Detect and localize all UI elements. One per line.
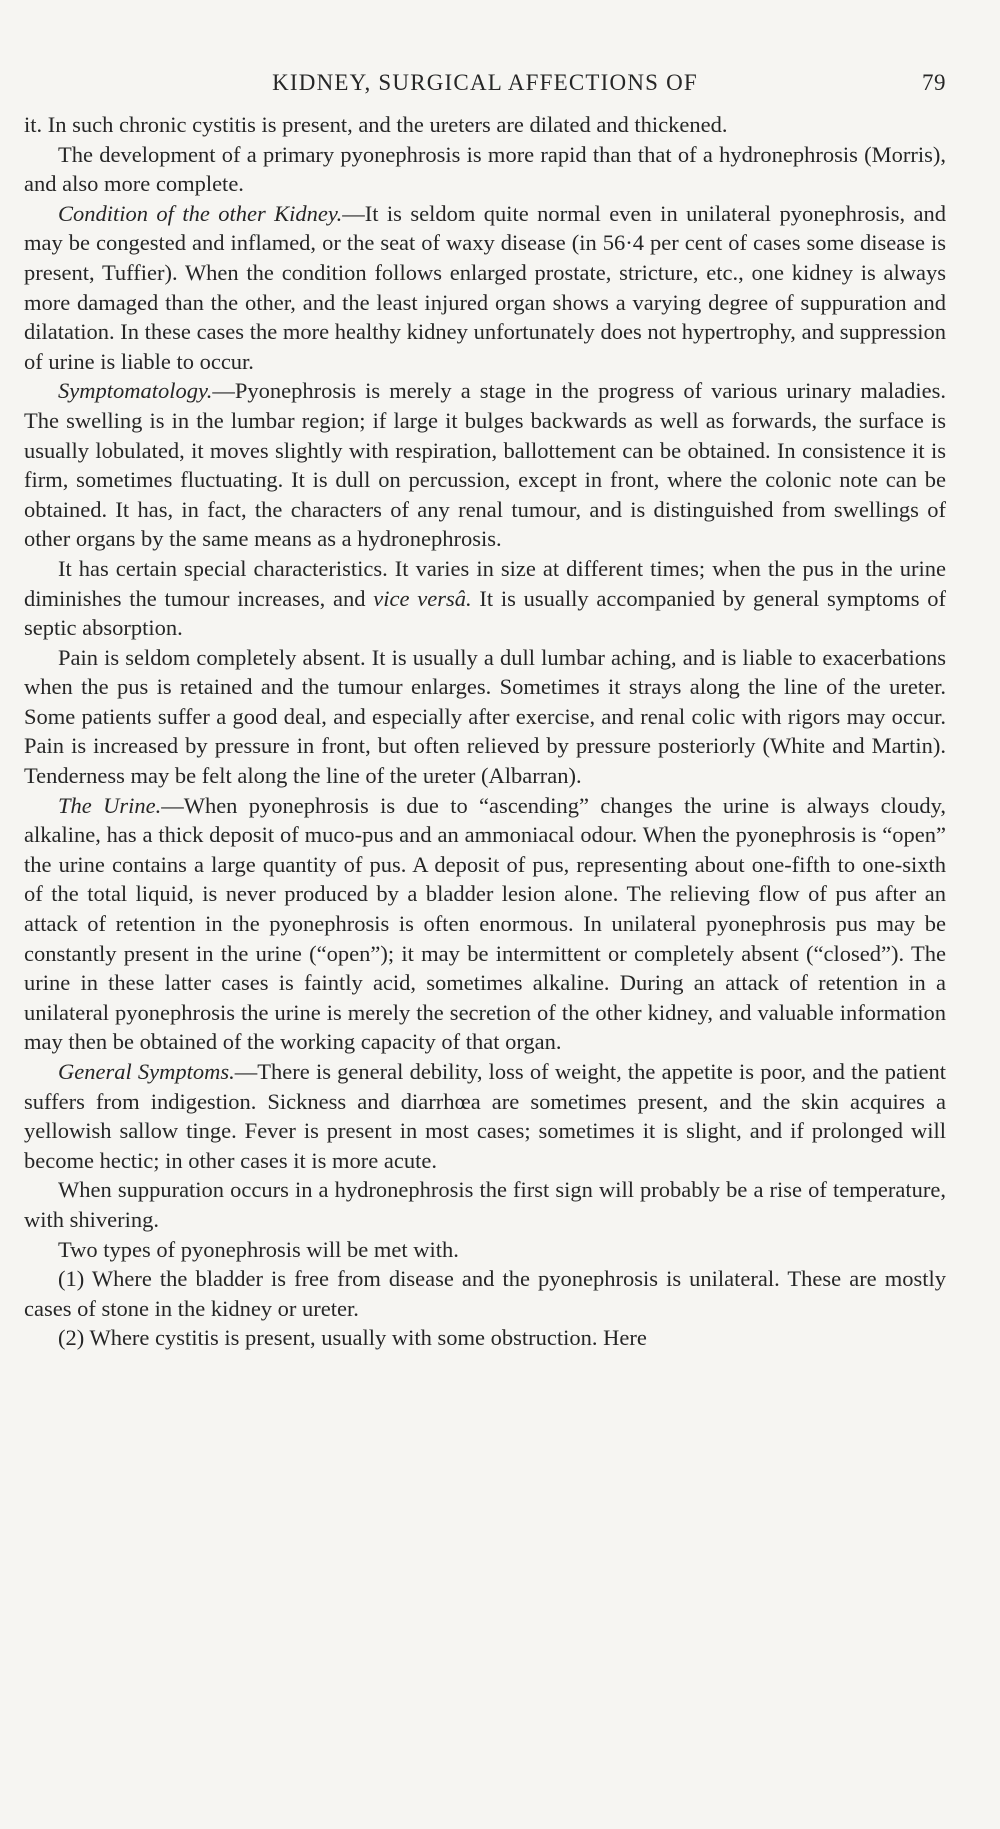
paragraph-text: —There is general debility, loss of weight, the appetite is poor, and the patient suffers from indigestion. Sickness and diarrhœa are sometimes present, and the skin acquires a yellowish sallow tinge. Fever is present in most cases; sometimes it is slight, and if prolonged will become hectic; in other cases it is more acute. [24,1059,946,1173]
paragraph [24,1175,946,1234]
paragraph-text: it. In such chronic cystitis is present, and the ureters are dilated and thickened. [24,112,728,137]
paragraph-text: The development of a primary pyonephrosis is more rapid than that of a hydronephrosis (Morris), and also more complete. [24,141,946,197]
running-title: KIDNEY, SURGICAL AFFECTIONS OF [272,70,698,95]
section-heading: General Symptoms. [58,1059,235,1084]
running-header [24,60,946,110]
book-page [24,60,946,1353]
section-heading: Symptomatology. [58,378,213,404]
paragraph-text: (2) Where cystitis is present, usually with some obstruction. Here [58,1325,647,1351]
paragraph-text: —It is seldom quite normal even in unilateral pyonephrosis, and may be congested and inflamed, or the seat of waxy disease (in 56·4 per cent of cases some disease is present, Tuffier). When the condition follows enlarged prostate, stricture, etc., one kidney is always more damaged than the other, and the least injured organ shows a varying degree of suppuration and dilatation. In these cases the more healthy kidney unfortunately does not hypertrophy, and suppression of urine is liable to occur. [24,200,946,374]
paragraph-type-2 [24,1323,946,1353]
paragraph-text: —When pyonephrosis is due to “ascending” changes the urine is always cloudy, alkaline, has a thick deposit of muco-pus and an ammoniacal odour. When the pyonephrosis is “open” the urine contains a large quantity of pus. A deposit of pus, representing about one-fifth to one-sixth of the total liquid, is never produced by a bladder lesion alone. The relieving flow of pus after an attack of retention in the pyonephrosis is often enormous. In unilateral pyonephrosis pus may be constantly present in the urine (“open”); it may be intermittent or completely absent (“closed”). The urine in these latter cases is faintly acid, sometimes alkaline. During an attack of retention in a unilateral pyonephrosis the urine is merely the secretion of the other kidney, and valuable information may then be obtained of the working capacity of that organ. [24,792,946,1055]
page-number: 79 [922,70,946,95]
italic-phrase: vice versâ. [373,585,472,611]
paragraph [24,554,946,643]
paragraph-text: Two types of pyonephrosis will be met with. [58,1236,459,1262]
paragraph-other-kidney [24,199,946,377]
paragraph-continuation [24,110,946,140]
paragraph-type-1 [24,1264,946,1323]
section-heading: Condition of the other Kidney. [58,200,343,226]
paragraph-urine [24,791,946,1057]
paragraph-symptomatology [24,376,946,554]
paragraph-general-symptoms [24,1057,946,1175]
paragraph-text: It has certain special characteristics. It varies in size at different times; when the pus in the urine diminishes the tumour increases, and [24,555,946,611]
paragraph-text: When suppuration occurs in a hydronephrosis the first sign will probably be a rise of temperature, with shivering. [24,1177,946,1232]
paragraph-text: —Pyonephrosis is merely a stage in the progress of various urinary maladies. The swelling is in the lumbar region; if large it bulges backwards as well as forwards, the surface is usually lobulated, it moves slightly with respiration, ballottement can be obtained. In consistence it is firm, sometimes fluctuating. It is dull on percussion, except in front, where the colonic note can be obtained. It has, in fact, the characters of any renal tumour, and is distinguished from swellings of other organs by the same means as a hydronephrosis. [24,378,946,552]
paragraph-text: It is usually accompanied by general symptoms of septic absorption. [24,585,946,641]
section-heading: The Urine. [58,792,162,818]
paragraph [24,140,946,199]
paragraph [24,1235,946,1265]
paragraph-text: (1) Where the bladder is free from disease and the pyonephrosis is unilateral. These are mostly cases of stone in the kidney or ureter. [24,1266,946,1321]
paragraph-pain [24,643,946,791]
paragraph-text: Pain is seldom completely absent. It is usually a dull lumbar aching, and is liable to exacerbations when the pus is retained and the tumour enlarges. Sometimes it strays along the line of the ureter. Some patients suffer a good deal, and especially after exercise, and renal colic with rigors may occur. Pain is increased by pressure in front, but often relieved by pressure posteriorly (White and Martin). Tenderness may be felt along the line of the ureter (Albarran). [24,644,946,789]
body-text [24,110,946,1353]
